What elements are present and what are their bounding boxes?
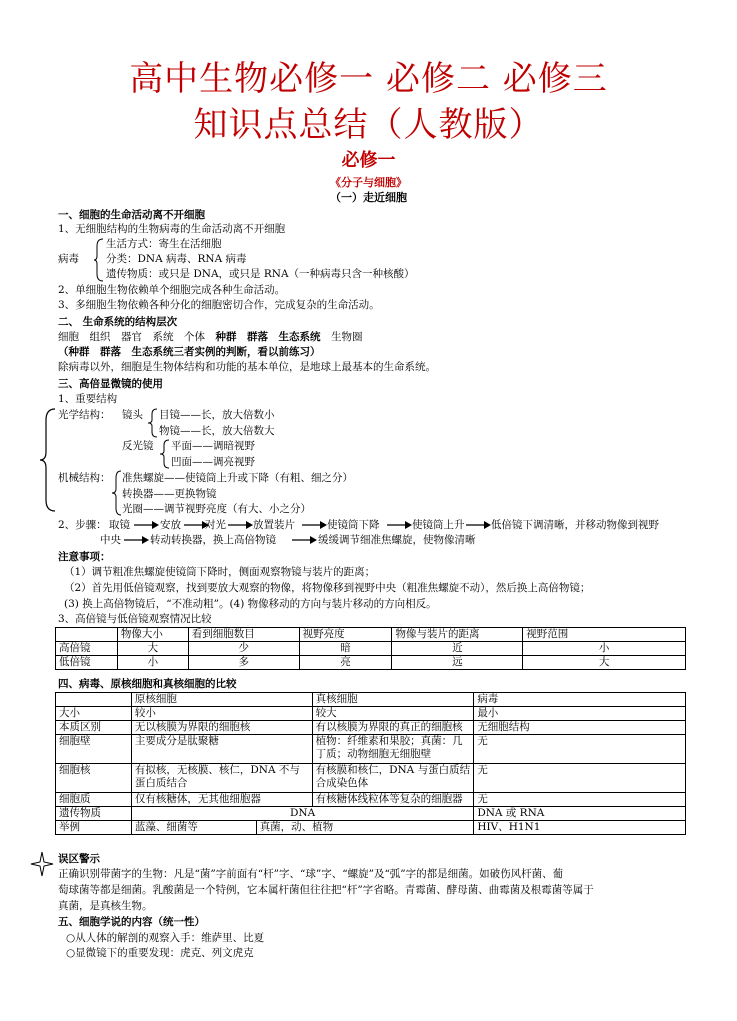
step-1: 取镜 — [109, 519, 130, 531]
mirror-line-1: 平面——调暗视野 — [171, 440, 255, 452]
warning-line-2: 萄球菌等都是细菌。乳酸菌是一个特例，它本属杆菌但往往把“杆”字省略。青霉菌、酵母菌、曲霉菌及根霉菌等属于 — [58, 884, 594, 896]
table-cell: 举例 — [56, 821, 132, 835]
table-header-cell: 物像与装片的距离 — [392, 628, 523, 642]
step-4: 放置装片 — [253, 519, 295, 531]
section-4-heading: 四、病毒、原核细胞和真核细胞的比较 — [58, 678, 237, 690]
table-cell: 远 — [392, 656, 523, 670]
table-cell: 大 — [523, 656, 686, 670]
virus-line-1: 生活方式：寄生在活细胞 — [106, 238, 222, 250]
attention-2: （2）首先用低倍镜观察，找到要放大观察的物像，将物像移到视野中央（粗准焦螺旋不动），然后换上高倍物镜； — [64, 582, 591, 594]
table-cell: 亮 — [299, 656, 392, 670]
life-levels: 细胞 组织 器官 系统 个体 种群 群落 生态系统 生物圈 — [58, 331, 363, 343]
table-cell: 本质区别 — [56, 721, 132, 735]
step-9: 转动转换器，换上高倍物镜 — [150, 534, 276, 546]
section-3-line-3: 3、高倍镜与低倍镜观察情况比较 — [58, 613, 212, 625]
table-header-cell: 病毒 — [474, 693, 686, 707]
table-cell: 无以核膜为界限的细胞核 — [131, 721, 312, 735]
table-cell: 细胞壁 — [56, 735, 132, 764]
table-row — [56, 821, 686, 835]
mirror-line-2: 凹面——调亮视野 — [171, 456, 255, 468]
mechanical-line-3: 光圈——调节视野亮度（有大、小之分） — [122, 503, 311, 515]
mechanical-brace — [112, 470, 122, 516]
table-cell — [56, 693, 132, 707]
table-cell: 无 — [474, 735, 686, 764]
table-row — [56, 642, 686, 656]
attention-heading: 注意事项： — [58, 551, 111, 563]
title-line-2: 知识点总结（人教版） — [193, 105, 544, 145]
table-cell: DNA 或 RNA — [474, 807, 686, 821]
eyepiece-brace — [148, 408, 158, 438]
attention-3: (3) 换上高倍物镜后，“不准动粗”。(4) 物像移动的方向与装片移动的方向相反。 — [64, 598, 437, 610]
step-6: 使镜筒上升 — [412, 519, 465, 531]
steps-label: 2、步骤： — [58, 519, 107, 531]
table-row — [56, 707, 686, 721]
table-header-cell: 原核细胞 — [131, 693, 312, 707]
table-row — [56, 807, 686, 821]
attention-1: （1）调节粗准焦螺旋使镜筒下降时，侧面观察物镜与装片的距离； — [64, 566, 376, 578]
table-header-cell: 真核细胞 — [312, 693, 474, 707]
table-cell: 真菌，动、植物 — [256, 821, 474, 835]
section-1-line-1: 1、无细胞结构的生物病毒的生命活动离不开细胞 — [58, 223, 286, 235]
table-cell: 细胞核 — [56, 764, 132, 793]
structure-brace — [40, 408, 56, 512]
section-5-item-2: ○显微镜下的重要发现：虎克、列文虎克 — [66, 947, 254, 959]
table-cell: 低倍镜 — [56, 656, 118, 670]
eyepiece-label: 镜头 — [122, 409, 143, 421]
arrow-icon — [292, 535, 318, 545]
table-cell: 多 — [188, 656, 299, 670]
table-cell: 有核膜和核仁，DNA 与蛋白质结合成染色体 — [312, 764, 474, 793]
arrow-icon — [134, 520, 160, 530]
section-2-note: （种群 群落 生态系统三者实例的判断，看以前练习） — [58, 346, 321, 358]
step-8: 中央 — [100, 534, 121, 546]
mirror-label: 反光镜 — [122, 440, 154, 452]
table-header-cell: 视野亮度 — [299, 628, 392, 642]
table-cell: 暗 — [299, 642, 392, 656]
cell-comparison-table — [55, 692, 686, 835]
table-row — [56, 628, 686, 642]
table-cell: 主要成分是肽聚糖 — [131, 735, 312, 764]
table-cell: 大 — [117, 642, 188, 656]
table-cell: HIV、H1N1 — [474, 821, 686, 835]
table-cell: 大小 — [56, 707, 132, 721]
table-cell: 无 — [474, 764, 686, 793]
table-cell: 有以核膜为界限的真正的细胞核 — [312, 721, 474, 735]
virus-brace — [94, 238, 104, 282]
eyepiece-line-2: 物镜——长，放大倍数大 — [159, 425, 275, 437]
table-row — [56, 721, 686, 735]
table-cell: 较小 — [131, 707, 312, 721]
table-cell: 少 — [188, 642, 299, 656]
optical-label: 光学结构： — [58, 409, 111, 421]
table-cell: 有拟核，无核膜、核仁，DNA 不与蛋白质结合 — [131, 764, 312, 793]
arrow-icon — [228, 520, 254, 530]
chapter-title: （一）走近细胞 — [330, 191, 407, 204]
table-cell: 细胞质 — [56, 793, 132, 807]
section-5-heading: 五、细胞学说的内容（统一性） — [58, 916, 205, 928]
step-2: 安放 — [160, 519, 181, 531]
table-cell: 仅有核糖体，无其他细胞器 — [131, 793, 312, 807]
table-cell: DNA — [131, 807, 473, 821]
table-row — [56, 764, 686, 793]
table-cell: 近 — [392, 642, 523, 656]
section-1-line-2: 2、单细胞生物依赖单个细胞完成各种生命活动。 — [58, 284, 286, 296]
arrow-icon — [466, 520, 492, 530]
table-cell — [56, 628, 118, 642]
section-2-heading: 二、 生命系统的结构层次 — [58, 316, 178, 328]
table-cell: 植物：纤维素和果胶；真菌：几丁质；动物细胞无细胞壁 — [312, 735, 474, 764]
table-cell: 小 — [117, 656, 188, 670]
mechanical-line-2: 转换器——更换物镜 — [122, 488, 217, 500]
section-1-line-3: 3、多细胞生物依赖各种分化的细胞密切合作，完成复杂的生命活动。 — [58, 299, 380, 311]
section-5-item-1: ○从人体的解剖的观察入手：维萨里、比夏 — [66, 932, 265, 944]
table-row — [56, 793, 686, 807]
warning-heading: 误区警示 — [58, 853, 100, 865]
mechanical-label: 机械结构： — [58, 472, 111, 484]
section-2-line: 除病毒以外，细胞是生物体结构和功能的基本单位，是地球上最基本的生命系统。 — [58, 361, 436, 373]
table-header-cell: 视野范围 — [523, 628, 686, 642]
table-header-cell: 物像大小 — [117, 628, 188, 642]
section-1-heading: 一、细胞的生命活动离不开细胞 — [58, 209, 205, 221]
arrow-icon — [302, 520, 328, 530]
step-3: 对光 — [205, 519, 226, 531]
table-row — [56, 656, 686, 670]
step-5: 使镜筒下降 — [327, 519, 380, 531]
step-10: 缓缓调节细准焦螺旋，使物像清晰 — [318, 534, 476, 546]
sparkle-icon — [30, 851, 54, 877]
arrow-icon — [387, 520, 413, 530]
mechanical-line-1: 准焦螺旋——使镜筒上升或下降（有粗、细之分） — [122, 472, 353, 484]
eyepiece-line-1: 目镜——长，放大倍数小 — [159, 409, 275, 421]
table-cell: 蓝藻、细菌等 — [131, 821, 256, 835]
table-cell: 有核糖体线粒体等复杂的细胞器 — [312, 793, 474, 807]
virus-line-3: 遗传物质：或只是 DNA，或只是 RNA（一种病毒只含一种核酸） — [106, 268, 415, 280]
table-cell: 无细胞结构 — [474, 721, 686, 735]
book-title: 《分子与细胞》 — [330, 176, 407, 189]
step-7: 低倍镜下调清晰，并移动物像到视野 — [491, 519, 659, 531]
table-cell: 无 — [474, 793, 686, 807]
title-line-1: 高中生物必修一 必修二 必修三 — [129, 59, 608, 99]
table-cell: 遗传物质 — [56, 807, 132, 821]
table-cell: 最小 — [474, 707, 686, 721]
virus-line-2: 分类：DNA 病毒、RNA 病毒 — [106, 253, 247, 265]
arrow-icon — [124, 535, 150, 545]
table-header-cell: 看到细胞数目 — [188, 628, 299, 642]
virus-label: 病毒 — [58, 253, 79, 265]
table-row — [56, 735, 686, 764]
table-row — [56, 693, 686, 707]
warning-line-3: 真菌，是真核生物。 — [58, 900, 153, 912]
section-3-line-1: 1、重要结构 — [58, 393, 118, 405]
mirror-brace — [160, 439, 170, 469]
warning-line-1: 正确识别带菌字的生物：凡是“菌”字前面有“杆”字、“球”字、“螺旋”及“弧”字的都是细菌。如破伤风杆菌、葡 — [58, 868, 564, 880]
table-cell: 高倍镜 — [56, 642, 118, 656]
table-cell: 较大 — [312, 707, 474, 721]
subtitle: 必修一 — [341, 150, 396, 171]
table-cell: 小 — [523, 642, 686, 656]
microscope-comparison-table — [55, 627, 686, 670]
section-3-heading: 三、高倍显微镜的使用 — [58, 378, 163, 390]
